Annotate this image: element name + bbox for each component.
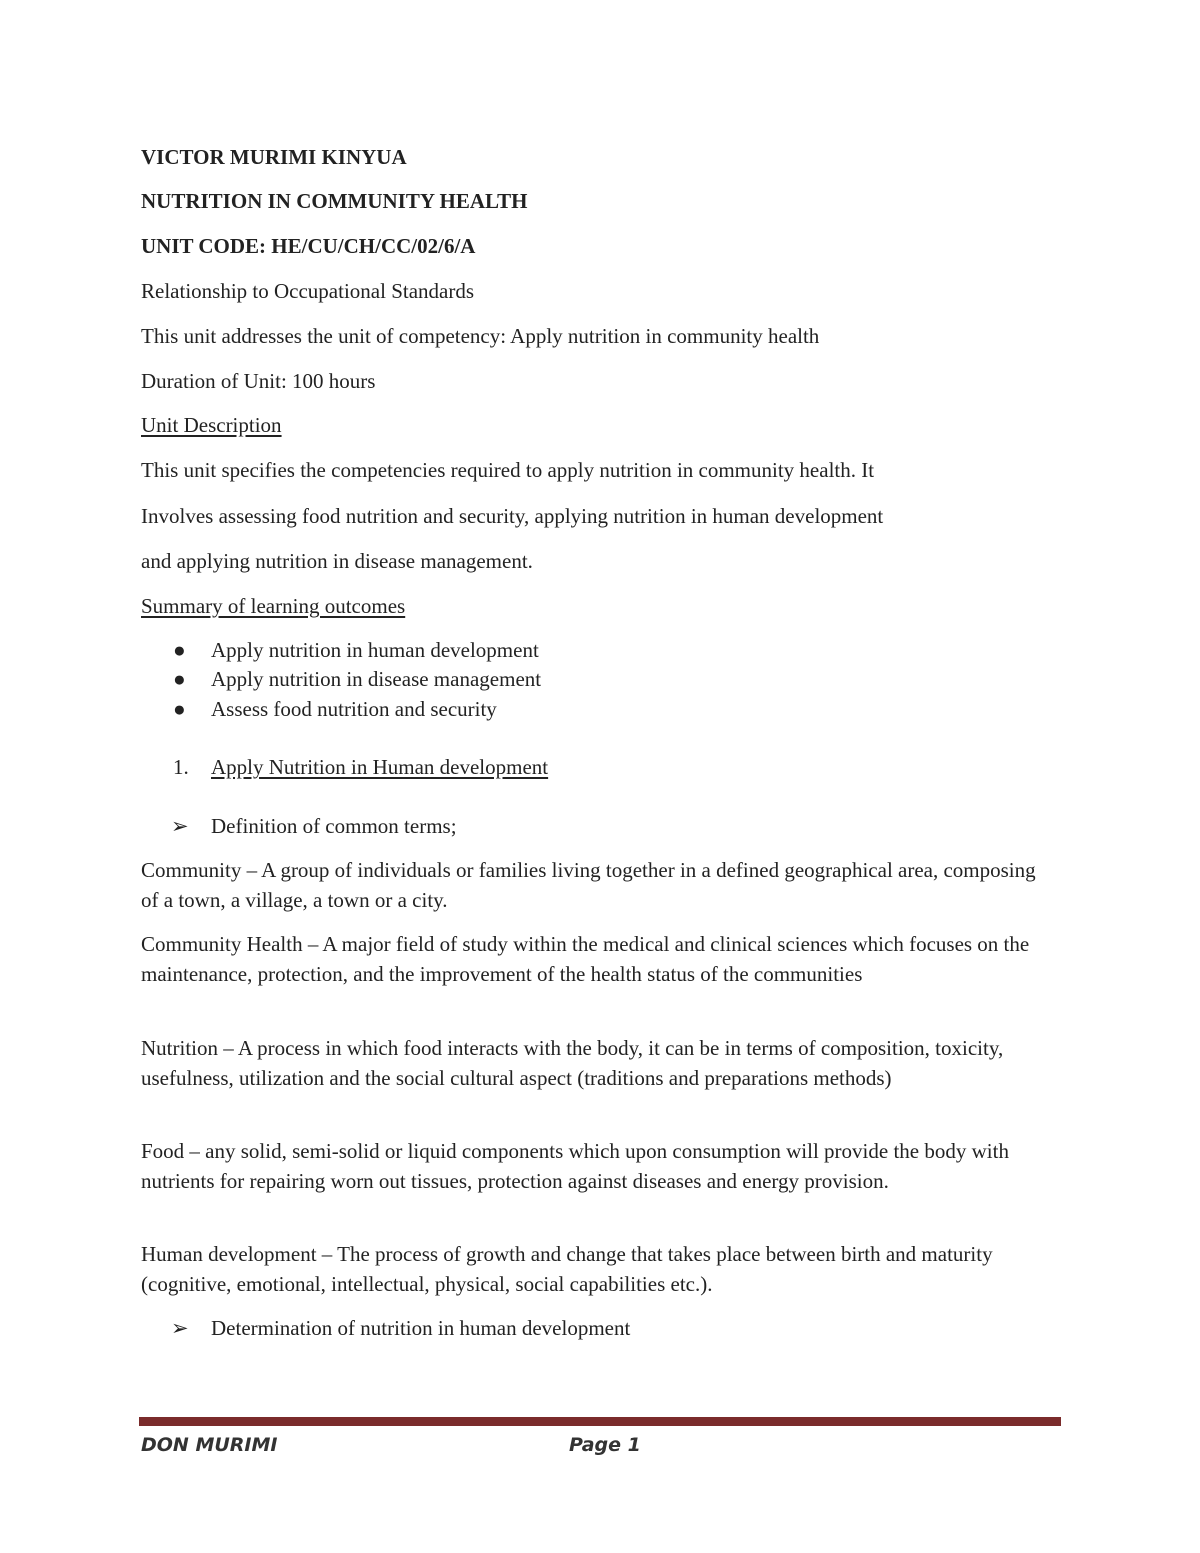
- arrow-bullet-icon: ➢: [171, 814, 189, 838]
- outcomes-heading: Summary of learning outcomes: [141, 594, 406, 618]
- bullet-icon: ●: [173, 667, 186, 691]
- page-number: Page 1: [569, 1434, 641, 1456]
- list-item: Assess food nutrition and security: [211, 697, 497, 721]
- description-line: and applying nutrition in disease management.: [141, 549, 533, 573]
- definition-human-development: Human development – The process of growth and change that takes place between birth and maturity (cognitive, emotional, intellectual, physical, social capabilities etc.).: [141, 1242, 993, 1296]
- section-title: Apply Nutrition in Human development: [211, 755, 549, 779]
- subheading-definitions: Definition of common terms;: [211, 814, 457, 838]
- footer-divider: [139, 1417, 1061, 1426]
- list-item: Apply nutrition in human development: [211, 638, 539, 662]
- list-item: Apply nutrition in disease management: [211, 667, 542, 691]
- definition-community: Community – A group of individuals or families living together in a defined geographical area, composing of a town, a village, a town or a city.: [141, 858, 1036, 912]
- definition-nutrition: Nutrition – A process in which food interacts with the body, it can be in terms of composition, toxicity, usefulness, utilization and the social cultural aspect (traditions and preparations methods): [141, 1036, 1004, 1090]
- unit-code: UNIT CODE: HE/CU/CH/CC/02/6/A: [141, 234, 476, 258]
- footer-author: DON MURIMI: [141, 1434, 278, 1456]
- author-name: VICTOR MURIMI KINYUA: [141, 145, 407, 169]
- arrow-bullet-icon: ➢: [171, 1316, 189, 1340]
- relationship-text: Relationship to Occupational Standards: [141, 279, 475, 303]
- bullet-icon: ●: [173, 697, 186, 721]
- description-line: This unit specifies the competencies required to apply nutrition in community health. It: [141, 458, 875, 482]
- description-line: Involves assessing food nutrition and security, applying nutrition in human development: [141, 504, 884, 528]
- unit-description-heading: Unit Description: [141, 413, 282, 437]
- definition-food: Food – any solid, semi-solid or liquid components which upon consumption will provide the body with nutrients for repairing worn out tissues, protection against diseases and energy provision.: [141, 1139, 1009, 1193]
- competency-text: This unit addresses the unit of competency: Apply nutrition in community health: [141, 324, 820, 348]
- definition-community-health: Community Health – A major field of study within the medical and clinical sciences which focuses on the maintenance, protection, and the improvement of the health status of the communities: [141, 932, 1030, 986]
- bullet-icon: ●: [173, 638, 186, 662]
- section-number: 1.: [173, 755, 189, 779]
- duration-text: Duration of Unit: 100 hours: [141, 369, 376, 393]
- course-title: NUTRITION IN COMMUNITY HEALTH: [141, 189, 528, 213]
- subheading-determination: Determination of nutrition in human development: [211, 1316, 631, 1340]
